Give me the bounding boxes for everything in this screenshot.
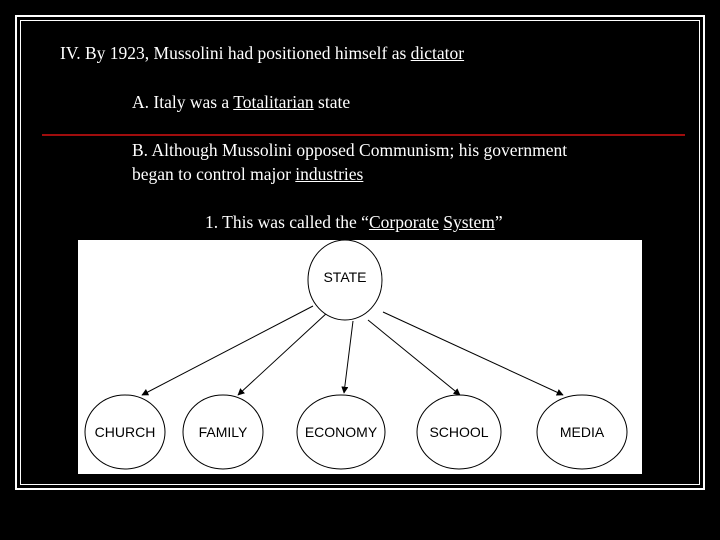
arrow-to-economy <box>344 321 353 393</box>
point-a-suffix: state <box>313 92 351 112</box>
arrow-to-family <box>238 312 328 395</box>
heading-iv-text: IV. By 1923, Mussolini had positioned himself as <box>60 43 411 63</box>
term-industries: industries <box>295 164 364 184</box>
node-school-label: SCHOOL <box>429 424 489 440</box>
node-church <box>85 395 165 469</box>
node-media-label: MEDIA <box>559 424 605 440</box>
point-b1-text: 1. This was called the “ <box>205 212 369 232</box>
point-b-line2 <box>132 162 363 186</box>
arrow-to-school <box>368 320 460 395</box>
arrow-to-church <box>142 306 313 395</box>
node-family <box>183 395 263 469</box>
node-media <box>537 395 627 469</box>
point-a-text: A. Italy was a <box>132 92 234 112</box>
arrow-to-media <box>383 312 563 395</box>
term-system: System <box>443 212 495 232</box>
node-economy-label: ECONOMY <box>304 424 378 440</box>
diagram-svg <box>78 240 642 474</box>
point-b1-suffix: ” <box>494 212 503 232</box>
term-dictator: dictator <box>410 43 465 63</box>
term-totalitarian: Totalitarian <box>233 92 314 112</box>
point-b-line1: B. Although Mussolini opposed Communism; his government <box>132 140 568 160</box>
divider-rule <box>42 134 685 136</box>
point-a <box>132 90 350 114</box>
stray-text-cursor <box>82 285 84 301</box>
node-economy <box>297 395 385 469</box>
point-b-line2-text: began to control major <box>132 164 296 184</box>
point-b1 <box>205 210 503 234</box>
node-state <box>308 240 382 320</box>
heading-iv <box>60 41 464 65</box>
corporate-system-diagram <box>78 240 642 474</box>
term-corporate: Corporate <box>368 212 439 232</box>
node-church-label: CHURCH <box>94 424 156 440</box>
node-school <box>417 395 501 469</box>
node-state-label: STATE <box>323 269 367 285</box>
node-family-label: FAMILY <box>198 424 248 440</box>
